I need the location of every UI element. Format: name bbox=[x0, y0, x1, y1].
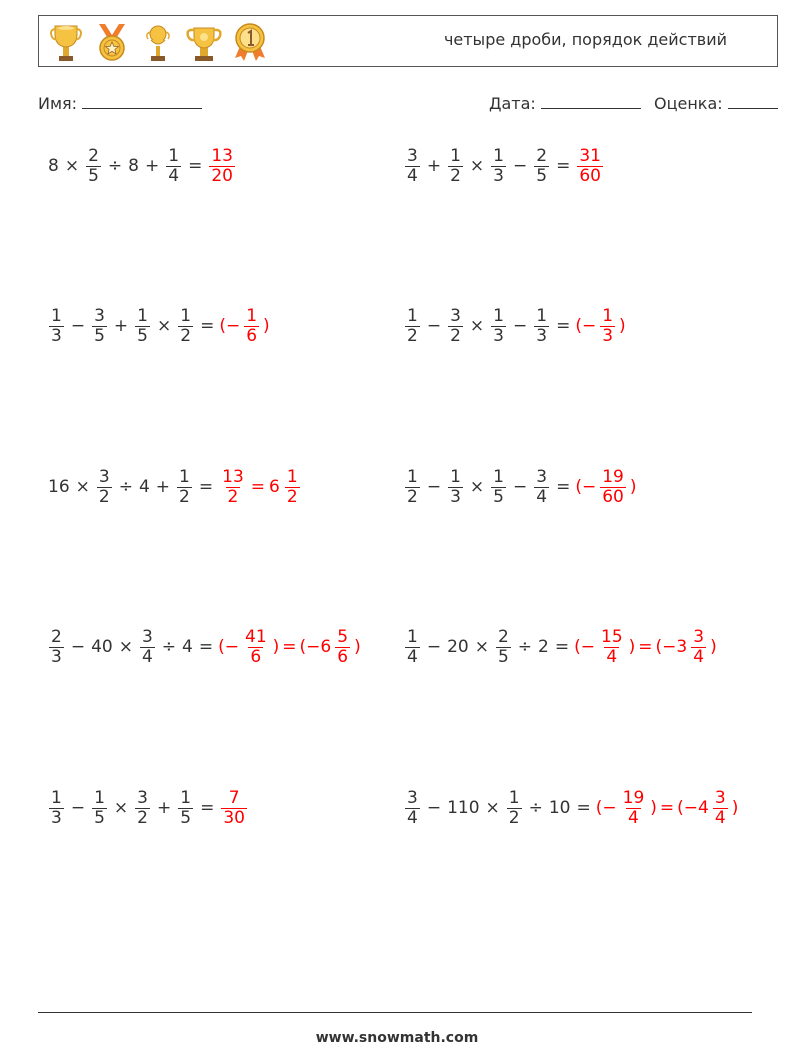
fraction bbox=[599, 628, 625, 666]
fraction bbox=[600, 468, 626, 506]
parenthesis: (− bbox=[574, 637, 596, 658]
operator: × bbox=[113, 798, 129, 819]
problem-6 bbox=[402, 468, 637, 506]
parenthesis: ) bbox=[628, 637, 636, 658]
numerator: 5 bbox=[337, 627, 349, 647]
number: 8 bbox=[48, 156, 59, 177]
parenthesis: ) bbox=[263, 316, 270, 337]
expression bbox=[46, 789, 218, 827]
operator: + bbox=[426, 156, 442, 177]
fraction bbox=[507, 789, 522, 827]
denominator: 5 bbox=[180, 807, 192, 828]
operator: = bbox=[198, 477, 214, 498]
answer bbox=[595, 789, 740, 827]
denominator: 2 bbox=[407, 325, 418, 346]
fraction bbox=[534, 468, 549, 506]
numerator: 1 bbox=[246, 306, 258, 326]
numerator: 1 bbox=[407, 467, 418, 487]
operator: × bbox=[469, 477, 485, 498]
denominator: 4 bbox=[407, 646, 418, 667]
denominator: 3 bbox=[493, 165, 504, 186]
denominator: 2 bbox=[180, 325, 192, 346]
denominator: 4 bbox=[168, 165, 180, 186]
parenthesis: ) bbox=[710, 637, 717, 658]
expression bbox=[46, 468, 217, 506]
numerator: 41 bbox=[245, 627, 267, 647]
fraction bbox=[166, 147, 181, 185]
parenthesis: ) bbox=[629, 477, 637, 498]
problem-8 bbox=[402, 628, 718, 666]
fraction bbox=[244, 307, 259, 345]
grade-label: Оценка: bbox=[654, 94, 723, 113]
fraction bbox=[209, 147, 235, 185]
numerator: 2 bbox=[536, 146, 548, 166]
operator: × bbox=[156, 316, 172, 337]
parenthesis: (− bbox=[219, 316, 241, 337]
operator: − bbox=[426, 637, 442, 658]
operator: ÷ bbox=[161, 637, 177, 658]
numerator: 2 bbox=[497, 627, 509, 647]
numerator: 2 bbox=[51, 627, 62, 647]
operator: × bbox=[118, 637, 133, 658]
fraction bbox=[135, 307, 150, 345]
expression bbox=[402, 147, 574, 185]
numerator: 3 bbox=[536, 467, 548, 487]
first-place-rosette-icon bbox=[231, 22, 269, 62]
numerator: 1 bbox=[602, 306, 614, 326]
denominator: 3 bbox=[51, 325, 62, 346]
denominator: 4 bbox=[714, 807, 726, 828]
denominator: 3 bbox=[51, 807, 62, 828]
expression bbox=[46, 628, 217, 666]
numerator: 3 bbox=[693, 627, 705, 647]
fraction bbox=[534, 307, 549, 345]
number: 20 bbox=[447, 637, 469, 658]
numerator: 1 bbox=[493, 467, 504, 487]
numerator: 3 bbox=[137, 788, 148, 808]
fraction bbox=[221, 789, 247, 827]
denominator: 4 bbox=[141, 646, 153, 667]
problem-4 bbox=[402, 307, 627, 345]
answer bbox=[574, 147, 606, 185]
expression bbox=[402, 307, 574, 345]
fraction bbox=[491, 147, 506, 185]
denominator: 4 bbox=[407, 165, 418, 186]
denominator: 2 bbox=[450, 165, 461, 186]
answer bbox=[574, 307, 626, 345]
operator: = bbox=[200, 316, 215, 337]
denominator: 5 bbox=[493, 486, 504, 507]
fraction bbox=[405, 307, 420, 345]
operator: = bbox=[638, 637, 653, 658]
denominator: 20 bbox=[211, 165, 233, 186]
fraction bbox=[491, 468, 506, 506]
numerator: 13 bbox=[211, 146, 233, 166]
answer bbox=[218, 307, 270, 345]
problem-7 bbox=[46, 628, 362, 666]
numerator: 3 bbox=[407, 146, 418, 166]
fraction bbox=[135, 789, 150, 827]
numerator: 1 bbox=[137, 306, 148, 326]
operator: × bbox=[64, 156, 80, 177]
number: 2 bbox=[538, 637, 549, 658]
operator: − bbox=[512, 477, 528, 498]
fraction bbox=[49, 789, 64, 827]
problem-2 bbox=[402, 147, 606, 185]
fraction bbox=[220, 468, 246, 506]
denominator: 5 bbox=[536, 165, 548, 186]
denominator: 4 bbox=[536, 486, 548, 507]
fraction bbox=[448, 307, 463, 345]
operator: − bbox=[426, 798, 442, 819]
fraction bbox=[691, 628, 706, 666]
answer bbox=[217, 628, 362, 666]
problem-5 bbox=[46, 468, 303, 506]
parenthesis: ) bbox=[731, 798, 739, 819]
fraction bbox=[405, 628, 420, 666]
denominator: 5 bbox=[88, 165, 99, 186]
denominator: 3 bbox=[450, 486, 461, 507]
parenthesis: (− bbox=[575, 316, 597, 337]
denominator: 2 bbox=[227, 486, 239, 507]
winner-cup-icon bbox=[185, 22, 223, 62]
denominator: 2 bbox=[450, 325, 461, 346]
operator: = bbox=[576, 798, 591, 819]
number: 6 bbox=[269, 477, 280, 498]
number: 10 bbox=[548, 798, 571, 819]
operator: = bbox=[659, 798, 675, 819]
fraction bbox=[405, 468, 420, 506]
date-grade-field bbox=[489, 94, 778, 113]
operator: = bbox=[188, 156, 203, 177]
operator: − bbox=[70, 316, 86, 337]
fraction bbox=[405, 789, 420, 827]
fraction bbox=[97, 468, 112, 506]
operator: + bbox=[155, 477, 171, 498]
numerator: 19 bbox=[622, 788, 645, 808]
denominator: 5 bbox=[497, 646, 509, 667]
denominator: 6 bbox=[337, 646, 349, 667]
fraction bbox=[92, 789, 107, 827]
parenthesis: ) bbox=[650, 798, 657, 819]
parenthesis: ) bbox=[354, 637, 361, 658]
number: 110 bbox=[447, 798, 480, 819]
expression bbox=[402, 789, 595, 827]
problem-3 bbox=[46, 307, 271, 345]
answer bbox=[574, 468, 637, 506]
parenthesis: (− bbox=[218, 637, 240, 658]
operator: − bbox=[512, 156, 528, 177]
numerator: 1 bbox=[493, 306, 504, 326]
award-icons bbox=[47, 22, 269, 62]
fraction bbox=[448, 468, 463, 506]
expression bbox=[46, 147, 206, 185]
fraction bbox=[496, 628, 511, 666]
denominator: 6 bbox=[246, 325, 258, 346]
small-trophy-icon bbox=[139, 22, 177, 62]
expression bbox=[402, 628, 573, 666]
numerator: 3 bbox=[141, 627, 153, 647]
problem-1 bbox=[46, 147, 238, 185]
number: 4 bbox=[182, 637, 193, 658]
worksheet-header bbox=[38, 15, 778, 67]
denominator: 3 bbox=[602, 325, 614, 346]
denominator: 30 bbox=[223, 807, 245, 828]
numerator: 1 bbox=[168, 146, 180, 166]
fraction bbox=[49, 628, 64, 666]
operator: = bbox=[556, 477, 571, 498]
numerator: 1 bbox=[180, 788, 192, 808]
numerator: 31 bbox=[579, 146, 601, 166]
answer bbox=[573, 628, 718, 666]
operator: − bbox=[512, 316, 528, 337]
operator: × bbox=[469, 156, 485, 177]
fraction bbox=[49, 307, 64, 345]
denominator: 2 bbox=[407, 486, 418, 507]
operator: = bbox=[554, 637, 570, 658]
operator: × bbox=[75, 477, 90, 498]
fraction bbox=[140, 628, 155, 666]
fraction bbox=[178, 789, 193, 827]
parenthesis: (−6 bbox=[299, 637, 332, 658]
denominator: 5 bbox=[94, 807, 105, 828]
operator: ÷ bbox=[118, 477, 133, 498]
fraction bbox=[285, 468, 300, 506]
operator: − bbox=[426, 477, 442, 498]
numerator: 15 bbox=[601, 627, 623, 647]
operator: ÷ bbox=[528, 798, 543, 819]
trophy-cup-icon bbox=[47, 22, 85, 62]
name-label: Имя: bbox=[38, 94, 78, 113]
denominator: 2 bbox=[179, 486, 190, 507]
fraction bbox=[335, 628, 350, 666]
numerator: 2 bbox=[88, 146, 99, 166]
fraction bbox=[600, 307, 615, 345]
parenthesis: ) bbox=[619, 316, 626, 337]
numerator: 3 bbox=[98, 467, 110, 487]
star-medal-icon bbox=[93, 22, 131, 62]
number: 16 bbox=[48, 477, 70, 498]
number: 4 bbox=[138, 477, 150, 498]
parenthesis: ) bbox=[272, 637, 280, 658]
operator: − bbox=[426, 316, 442, 337]
denominator: 3 bbox=[536, 325, 548, 346]
denominator: 5 bbox=[137, 325, 148, 346]
fraction bbox=[577, 147, 603, 185]
operator: × bbox=[469, 316, 485, 337]
worksheet-title: четыре дроби, порядок действий bbox=[443, 30, 727, 49]
numerator: 3 bbox=[450, 306, 461, 326]
operator: + bbox=[144, 156, 160, 177]
parenthesis: (− bbox=[595, 798, 617, 819]
fraction bbox=[534, 147, 549, 185]
numerator: 1 bbox=[407, 306, 418, 326]
numerator: 1 bbox=[508, 788, 520, 808]
numerator: 1 bbox=[407, 627, 418, 647]
denominator: 2 bbox=[98, 486, 110, 507]
operator: = bbox=[556, 316, 571, 337]
expression bbox=[46, 307, 218, 345]
name-field bbox=[38, 94, 202, 113]
denominator: 2 bbox=[508, 807, 520, 828]
fraction bbox=[621, 789, 647, 827]
denominator: 60 bbox=[579, 165, 601, 186]
operator: − bbox=[70, 637, 86, 658]
numerator: 3 bbox=[94, 306, 105, 326]
denominator: 4 bbox=[407, 807, 418, 828]
denominator: 5 bbox=[94, 325, 105, 346]
operator: × bbox=[474, 637, 489, 658]
operator: = bbox=[198, 637, 214, 658]
expression bbox=[402, 468, 574, 506]
number: 8 bbox=[128, 156, 139, 177]
operator: × bbox=[485, 798, 500, 819]
numerator: 19 bbox=[602, 467, 624, 487]
fraction bbox=[243, 628, 269, 666]
fraction bbox=[405, 147, 420, 185]
footer-divider bbox=[38, 1012, 752, 1013]
operator: = bbox=[250, 477, 266, 498]
denominator: 4 bbox=[628, 807, 639, 828]
operator: + bbox=[113, 316, 129, 337]
numerator: 7 bbox=[228, 788, 240, 808]
denominator: 4 bbox=[606, 646, 618, 667]
problem-10 bbox=[402, 789, 739, 827]
footer-url[interactable]: www.snowmath.com bbox=[315, 1030, 479, 1046]
numerator: 1 bbox=[179, 467, 190, 487]
fraction bbox=[713, 789, 728, 827]
fraction bbox=[491, 307, 506, 345]
answer bbox=[218, 789, 250, 827]
fraction bbox=[448, 147, 463, 185]
denominator: 3 bbox=[493, 325, 504, 346]
number: 40 bbox=[91, 637, 113, 658]
numerator: 13 bbox=[222, 467, 244, 487]
fraction bbox=[86, 147, 101, 185]
name-blank[interactable] bbox=[82, 94, 202, 109]
operator: = bbox=[556, 156, 571, 177]
numerator: 1 bbox=[94, 788, 105, 808]
numerator: 1 bbox=[493, 146, 504, 166]
date-blank[interactable] bbox=[541, 94, 641, 109]
operator: = bbox=[200, 798, 215, 819]
problem-9 bbox=[46, 789, 250, 827]
operator: ÷ bbox=[517, 637, 533, 658]
denominator: 2 bbox=[286, 486, 298, 507]
parenthesis: (−3 bbox=[655, 637, 688, 658]
numerator: 1 bbox=[286, 467, 298, 487]
denominator: 4 bbox=[693, 646, 705, 667]
numerator: 3 bbox=[407, 788, 418, 808]
operator: − bbox=[70, 798, 86, 819]
numerator: 1 bbox=[180, 306, 192, 326]
numerator: 1 bbox=[536, 306, 548, 326]
denominator: 6 bbox=[250, 646, 262, 667]
grade-blank[interactable] bbox=[728, 94, 778, 109]
fraction bbox=[177, 468, 192, 506]
numerator: 1 bbox=[51, 788, 62, 808]
numerator: 1 bbox=[450, 467, 461, 487]
denominator: 2 bbox=[137, 807, 148, 828]
denominator: 3 bbox=[51, 646, 62, 667]
parenthesis: (− bbox=[575, 477, 597, 498]
answer bbox=[206, 147, 238, 185]
fraction bbox=[178, 307, 193, 345]
answer bbox=[217, 468, 303, 506]
operator: = bbox=[282, 637, 297, 658]
numerator: 3 bbox=[714, 788, 726, 808]
denominator: 60 bbox=[602, 486, 624, 507]
operator: + bbox=[156, 798, 172, 819]
operator: ÷ bbox=[107, 156, 123, 177]
numerator: 1 bbox=[51, 306, 62, 326]
parenthesis: (−4 bbox=[677, 798, 709, 819]
date-label: Дата: bbox=[489, 94, 536, 113]
numerator: 1 bbox=[450, 146, 461, 166]
fraction bbox=[92, 307, 107, 345]
